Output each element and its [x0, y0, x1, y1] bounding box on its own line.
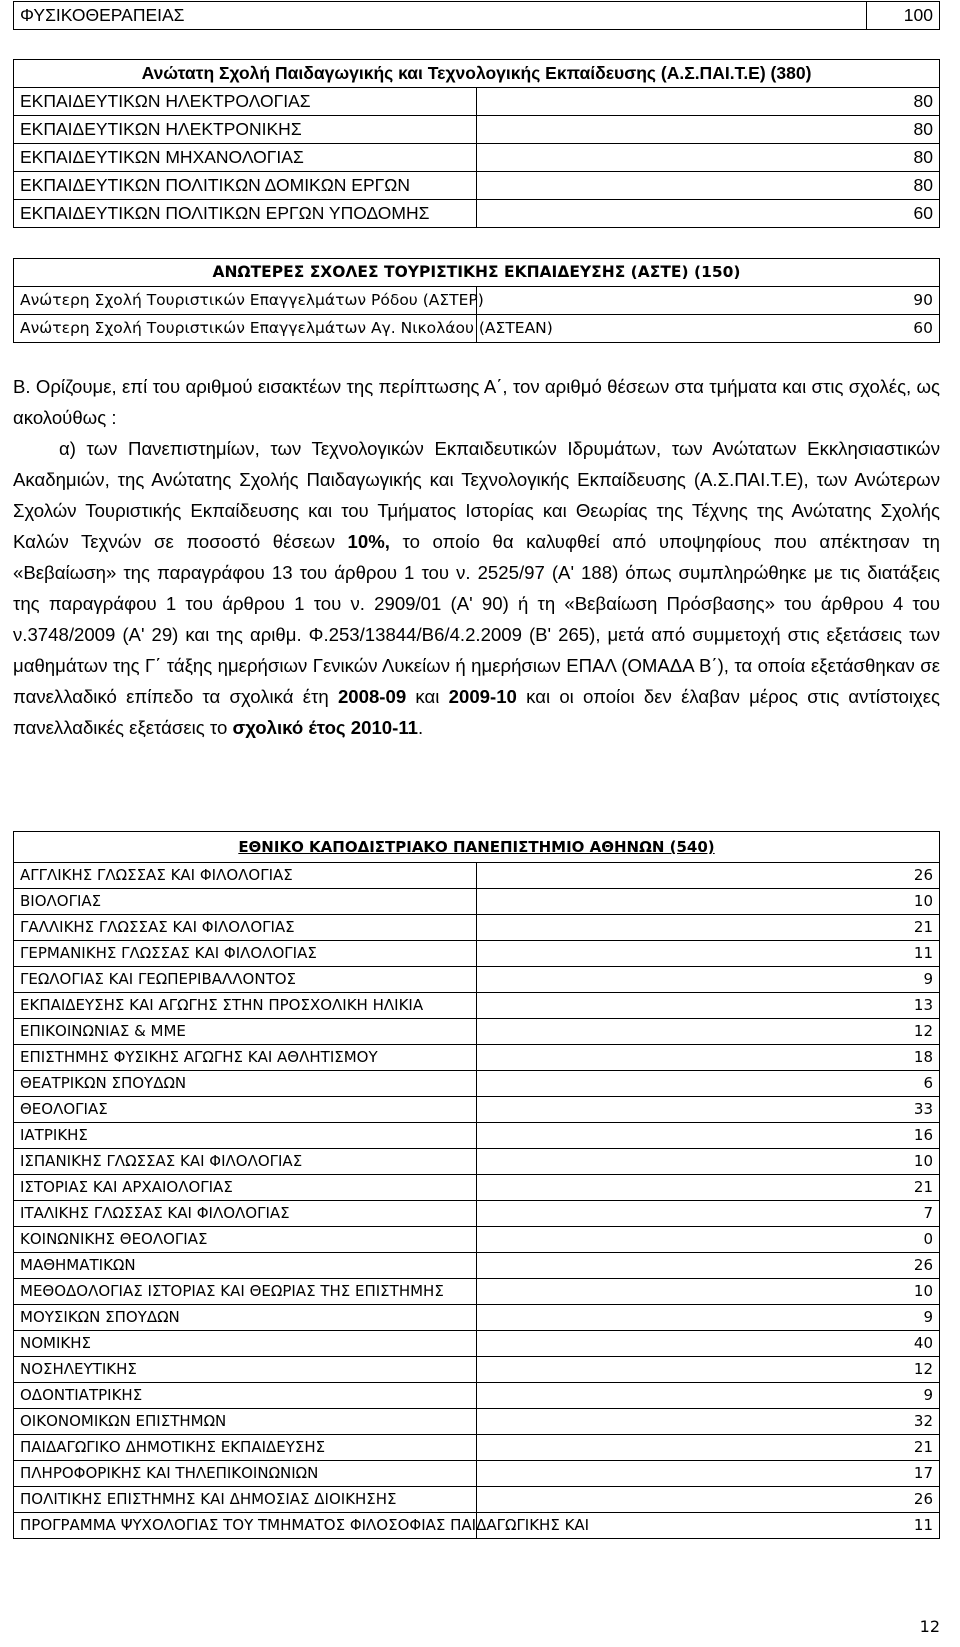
row-value: 18 [477, 1045, 940, 1071]
row-value: 80 [477, 116, 940, 144]
row-value: 33 [477, 1097, 940, 1123]
text-span: και οι οποίοι δεν έλαβαν μέρος στις αντίστοιχες πανελλαδικές εξετάσεις το [13, 686, 940, 738]
table-row [14, 1253, 940, 1279]
row-label: ΜΟΥΣΙΚΩΝ ΣΠΟΥΔΩΝ [14, 1305, 477, 1331]
row-value: 6 [477, 1071, 940, 1097]
table-row [14, 1045, 940, 1071]
table-row [14, 1279, 940, 1305]
row-value: 60 [477, 315, 940, 343]
row-label: ΜΑΘΗΜΑΤΙΚΩΝ [14, 1253, 477, 1279]
row-label: ΒΙΟΛΟΓΙΑΣ [14, 889, 477, 915]
table-row [14, 287, 940, 315]
ekpa-table [13, 831, 940, 1539]
table-row [14, 1123, 940, 1149]
row-label: ΙΤΑΛΙΚΗΣ ΓΛΩΣΣΑΣ ΚΑΙ ΦΙΛΟΛΟΓΙΑΣ [14, 1201, 477, 1227]
row-label: ΙΑΤΡΙΚΗΣ [14, 1123, 477, 1149]
row-value: 100 [867, 2, 940, 30]
table-row [14, 1019, 940, 1045]
text-span: και [406, 686, 449, 707]
row-label: ΓΕΡΜΑΝΙΚΗΣ ΓΛΩΣΣΑΣ ΚΑΙ ΦΙΛΟΛΟΓΙΑΣ [14, 941, 477, 967]
row-value: 12 [477, 1357, 940, 1383]
row-label: ΝΟΣΗΛΕΥΤΙΚΗΣ [14, 1357, 477, 1383]
bold-span: σχολικό έτος 2010-11 [232, 717, 418, 738]
table-row [14, 967, 940, 993]
table-row [14, 1435, 940, 1461]
row-label: ΦΥΣΙΚΟΘΕΡΑΠΕΙΑΣ [14, 2, 867, 30]
table-row [14, 915, 940, 941]
bold-span: 2008-09 [337, 686, 407, 707]
table-row [14, 1383, 940, 1409]
table-row [14, 315, 940, 343]
top-table [13, 1, 940, 30]
row-value: 26 [477, 863, 940, 889]
table-row [14, 1097, 940, 1123]
row-value: 9 [477, 1305, 940, 1331]
table-row [14, 1227, 940, 1253]
row-value: 26 [477, 1487, 940, 1513]
row-label: ΟΙΚΟΝΟΜΙΚΩΝ ΕΠΙΣΤΗΜΩΝ [14, 1409, 477, 1435]
row-value: 12 [477, 1019, 940, 1045]
row-value: 80 [477, 88, 940, 116]
row-label: ΑΓΓΛΙΚΗΣ ΓΛΩΣΣΑΣ ΚΑΙ ΦΙΛΟΛΟΓΙΑΣ [14, 863, 477, 889]
table-row [14, 200, 940, 228]
table-row [14, 941, 940, 967]
row-value: 32 [477, 1409, 940, 1435]
body-paragraph [13, 371, 940, 743]
table-row [14, 1175, 940, 1201]
row-value: 0 [477, 1227, 940, 1253]
row-label: ΕΚΠΑΙΔΕΥΤΙΚΩΝ ΠΟΛΙΤΙΚΩΝ ΔΟΜΙΚΩΝ ΕΡΓΩΝ [14, 172, 477, 200]
page-number: 12 [919, 1617, 940, 1636]
bold-span: 2009-10 [448, 686, 517, 707]
row-value: 9 [477, 1383, 940, 1409]
row-label: ΚΟΙΝΩΝΙΚΗΣ ΘΕΟΛΟΓΙΑΣ [14, 1227, 477, 1253]
row-value: 21 [477, 915, 940, 941]
row-label: ΙΣΤΟΡΙΑΣ ΚΑΙ ΑΡΧΑΙΟΛΟΓΙΑΣ [14, 1175, 477, 1201]
aste-table [13, 258, 940, 343]
row-value: 10 [477, 1279, 940, 1305]
table-row [14, 1461, 940, 1487]
row-label: ΓΑΛΛΙΚΗΣ ΓΛΩΣΣΑΣ ΚΑΙ ΦΙΛΟΛΟΓΙΑΣ [14, 915, 477, 941]
aspaite-table [13, 59, 940, 228]
text-span: το οποίο θα καλυφθεί από υποψηφίους που απέκτησαν τη «Βεβαίωση» της παραγράφου 13 του άρθρου 1 του ν. 2525/97 (Α' 188) όπως συμπληρώθηκε με τις διατάξεις της παραγράφου 1 του άρθρου 1 του ν. 2909/01 (Α' 90) ή τη «Βεβαίωση Πρόσβασης» του άρθρου 4 του ν.3748/2009 (Α' 29) και της αριθμ. Φ.253/13844/Β6/4.2.2009 (Β' 265), μετά από συμμετοχή στις εξετάσεις των μαθημάτων της Γ΄ τάξης ημερήσιων Γενικών Λυκείων ή ημερήσιων ΕΠΑΛ (ΟΜΑΔΑ Β΄), τα οποία εξετάσθηκαν σε πανελλαδικό επίπεδο τα σχολικά έτη [13, 531, 940, 707]
row-label: Ανώτερη Σχολή Τουριστικών Επαγγελμάτων Ρόδου (ΑΣΤΕΡ) [14, 287, 477, 315]
table-row [14, 889, 940, 915]
row-value: 7 [477, 1201, 940, 1227]
row-label: ΕΚΠΑΙΔΕΥΤΙΚΩΝ ΗΛΕΚΤΡΟΝΙΚΗΣ [14, 116, 477, 144]
row-label: ΠΡΟΓΡΑΜΜΑ ΨΥΧΟΛΟΓΙΑΣ ΤΟΥ ΤΜΗΜΑΤΟΣ ΦΙΛΟΣΟΦΙΑΣ ΠΑΙΔΑΓΩΓΙΚΗΣ ΚΑΙ [14, 1513, 477, 1539]
row-label: ΠΛΗΡΟΦΟΡΙΚΗΣ ΚΑΙ ΤΗΛΕΠΙΚΟΙΝΩΝΙΩΝ [14, 1461, 477, 1487]
paragraph-item-a [13, 433, 940, 743]
table-row [14, 1149, 940, 1175]
row-value: 21 [477, 1435, 940, 1461]
table-row [14, 1409, 940, 1435]
row-value: 17 [477, 1461, 940, 1487]
table-row [14, 1071, 940, 1097]
row-value: 21 [477, 1175, 940, 1201]
table-heading-row [14, 259, 940, 287]
row-label: ΙΣΠΑΝΙΚΗΣ ΓΛΩΣΣΑΣ ΚΑΙ ΦΙΛΟΛΟΓΙΑΣ [14, 1149, 477, 1175]
row-label: ΕΠΙΣΤΗΜΗΣ ΦΥΣΙΚΗΣ ΑΓΩΓΗΣ ΚΑΙ ΑΘΛΗΤΙΣΜΟΥ [14, 1045, 477, 1071]
table-heading-row [14, 60, 940, 88]
row-label: ΘΕΟΛΟΓΙΑΣ [14, 1097, 477, 1123]
bold-span: 10%, [347, 531, 390, 552]
table-row [14, 1305, 940, 1331]
row-label: ΘΕΑΤΡΙΚΩΝ ΣΠΟΥΔΩΝ [14, 1071, 477, 1097]
table-row [14, 1487, 940, 1513]
row-label: ΕΠΙΚΟΙΝΩΝΙΑΣ & ΜΜΕ [14, 1019, 477, 1045]
row-label: ΓΕΩΛΟΓΙΑΣ ΚΑΙ ΓΕΩΠΕΡΙΒΑΛΛΟΝΤΟΣ [14, 967, 477, 993]
table-heading-row [14, 832, 940, 863]
table-row [14, 1201, 940, 1227]
table-row [14, 1513, 940, 1539]
row-label: ΠΟΛΙΤΙΚΗΣ ΕΠΙΣΤΗΜΗΣ ΚΑΙ ΔΗΜΟΣΙΑΣ ΔΙΟΙΚΗΣΗΣ [14, 1487, 477, 1513]
row-value: 80 [477, 172, 940, 200]
table-row [14, 88, 940, 116]
table-row [14, 2, 940, 30]
paragraph-intro: Β. Ορίζουμε, επί του αριθμού εισακτέων της περίπτωσης Α΄, τον αριθμό θέσεων στα τμήματα και στις σχολές, ως ακολούθως : [13, 376, 940, 428]
table-row [14, 993, 940, 1019]
row-value: 60 [477, 200, 940, 228]
row-label: ΕΚΠΑΙΔΕΥΤΙΚΩΝ ΜΗΧΑΝΟΛΟΓΙΑΣ [14, 144, 477, 172]
table-row [14, 144, 940, 172]
row-label: ΜΕΘΟΔΟΛΟΓΙΑΣ ΙΣΤΟΡΙΑΣ ΚΑΙ ΘΕΩΡΙΑΣ ΤΗΣ ΕΠΙΣΤΗΜΗΣ [14, 1279, 477, 1305]
table-row [14, 1331, 940, 1357]
row-label: Ανώτερη Σχολή Τουριστικών Επαγγελμάτων Αγ. Νικολάου (ΑΣΤΕΑΝ) [14, 315, 477, 343]
row-value: 80 [477, 144, 940, 172]
row-value: 40 [477, 1331, 940, 1357]
row-label: ΕΚΠΑΙΔΕΥΣΗΣ ΚΑΙ ΑΓΩΓΗΣ ΣΤΗΝ ΠΡΟΣΧΟΛΙΚΗ ΗΛΙΚΙΑ [14, 993, 477, 1019]
row-value: 90 [477, 287, 940, 315]
row-label: ΕΚΠΑΙΔΕΥΤΙΚΩΝ ΗΛΕΚΤΡΟΛΟΓΙΑΣ [14, 88, 477, 116]
aspaite-heading: Ανώτατη Σχολή Παιδαγωγικής και Τεχνολογικής Εκπαίδευσης (Α.Σ.ΠΑΙ.Τ.Ε) (380) [14, 60, 940, 88]
row-label: ΕΚΠΑΙΔΕΥΤΙΚΩΝ ΠΟΛΙΤΙΚΩΝ ΕΡΓΩΝ ΥΠΟΔΟΜΗΣ [14, 200, 477, 228]
text-span: α) των Πανεπιστημίων, των Τεχνολογικών Εκπαιδευτικών Ιδρυμάτων, των Ανώτατων Εκκλησιαστικών Ακαδημιών, της Ανώτατης Σχολής Παιδαγωγικής και Τεχνολογικής Εκπαίδευσης (Α.Σ.ΠΑΙ.Τ.Ε), των Ανώτερων Σχολών Τουριστικής Εκπαίδευσης και του Τμήματος Ιστορίας και Θεωρίας της Τέχνης της Ανώτατης Σχολής Καλών Τεχνών σε ποσοστό θέσεων [13, 438, 940, 552]
table-row [14, 172, 940, 200]
row-label: ΟΔΟΝΤΙΑΤΡΙΚΗΣ [14, 1383, 477, 1409]
table-row [14, 116, 940, 144]
text-span: . [417, 717, 424, 738]
row-value: 10 [477, 1149, 940, 1175]
row-value: 16 [477, 1123, 940, 1149]
row-value: 26 [477, 1253, 940, 1279]
row-value: 11 [477, 1513, 940, 1539]
row-value: 13 [477, 993, 940, 1019]
row-label: ΠΑΙΔΑΓΩΓΙΚΟ ΔΗΜΟΤΙΚΗΣ ΕΚΠΑΙΔΕΥΣΗΣ [14, 1435, 477, 1461]
row-value: 10 [477, 889, 940, 915]
ekpa-heading: ΕΘΝΙΚΟ ΚΑΠΟΔΙΣΤΡΙΑΚΟ ΠΑΝΕΠΙΣΤΗΜΙΟ ΑΘΗΝΩΝ (540) [14, 832, 940, 863]
row-value: 9 [477, 967, 940, 993]
row-label: ΝΟΜΙΚΗΣ [14, 1331, 477, 1357]
aste-heading: ΑΝΩΤΕΡΕΣ ΣΧΟΛΕΣ ΤΟΥΡΙΣΤΙΚΗΣ ΕΚΠΑΙΔΕΥΣΗΣ (ΑΣΤΕ) (150) [14, 259, 940, 287]
table-row [14, 863, 940, 889]
row-value: 11 [477, 941, 940, 967]
table-row [14, 1357, 940, 1383]
